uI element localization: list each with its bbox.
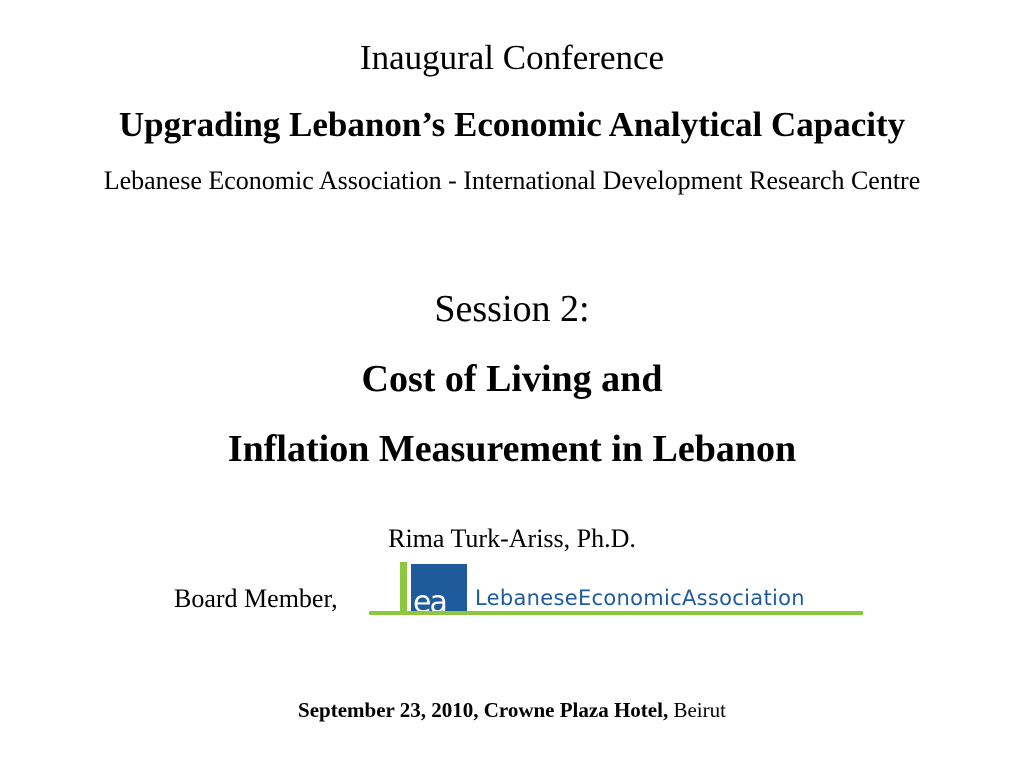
city: Beirut [673, 698, 726, 722]
presenter-affiliation [174, 562, 874, 618]
logo-mark-text: ea [413, 585, 446, 611]
presenter-name: Rima Turk-Ariss, Ph.D. [388, 524, 636, 553]
conference-title: Upgrading Lebanon’s Economic Analytical Capacity [118, 105, 906, 144]
session-topic-line-2: Inflation Measurement in Lebanon [227, 428, 797, 470]
conference-name: Inaugural Conference [359, 38, 665, 77]
organizers-line: Lebanese Economic Association - International Development Research Centre [103, 166, 921, 195]
session-topic-line-1: Cost of Living and [361, 358, 663, 400]
logo-underline [369, 611, 863, 615]
logo-mark [411, 564, 467, 611]
presenter-role: Board Member, [174, 584, 338, 613]
date-venue: September 23, 2010, Crowne Plaza Hotel, [298, 698, 669, 722]
lea-logo [369, 562, 863, 616]
session-label: Session 2: [434, 288, 590, 330]
logo-wordmark: LebaneseEconomicAssociation [475, 586, 805, 610]
date-venue-line [0, 700, 1024, 721]
logo-l-bar [400, 562, 407, 612]
